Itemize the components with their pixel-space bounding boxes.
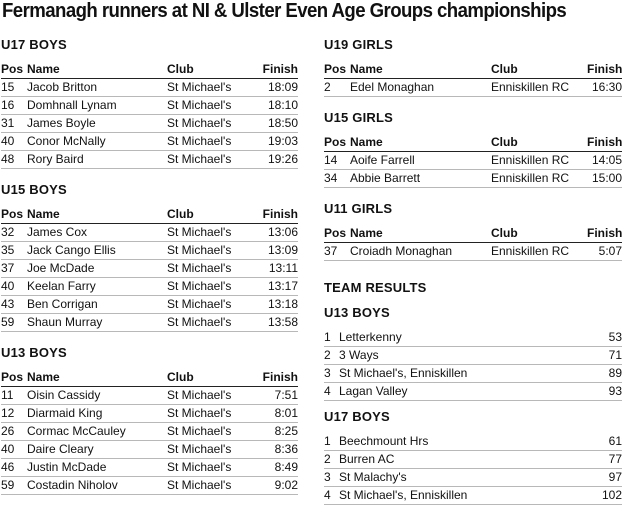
position-cell: 35 <box>1 242 27 260</box>
team-name-cell: Lagan Valley <box>339 383 584 401</box>
position-cell: 59 <box>1 477 27 495</box>
finish-cell: 8:01 <box>260 405 298 423</box>
club-cell: St Michael's <box>167 278 260 296</box>
header-row <box>1 369 298 387</box>
name-header: Name <box>350 61 491 79</box>
name-cell: Conor McNally <box>27 133 167 151</box>
position-cell: 59 <box>1 314 27 332</box>
section-gap <box>1 169 298 181</box>
pos-header: Pos <box>324 225 350 243</box>
club-header: Club <box>491 225 587 243</box>
club-cell: St Michael's <box>167 405 260 423</box>
pos-header: Pos <box>1 369 27 387</box>
club-cell: Enniskillen RC <box>491 170 587 188</box>
results-table <box>324 134 622 188</box>
position-cell: 37 <box>324 243 350 261</box>
pos-header: Pos <box>324 61 350 79</box>
team-row <box>324 383 622 401</box>
finish-header: Finish <box>587 61 622 79</box>
finish-header: Finish <box>587 134 622 152</box>
team-name-cell: 3 Ways <box>339 347 584 365</box>
right-column <box>324 36 622 505</box>
club-cell: St Michael's <box>167 79 260 97</box>
finish-cell: 18:50 <box>260 115 298 133</box>
section-spacer <box>1 199 298 206</box>
position-cell: 12 <box>1 405 27 423</box>
results-table <box>324 61 622 97</box>
finish-cell: 14:05 <box>587 152 622 170</box>
club-cell: St Michael's <box>167 477 260 495</box>
table-row <box>1 423 298 441</box>
section-spacer <box>1 362 298 369</box>
finish-header: Finish <box>260 369 298 387</box>
table-row <box>1 260 298 278</box>
team-points-cell: 61 <box>584 433 622 451</box>
section-u17-boys <box>1 36 298 169</box>
team-name-cell: St Malachy's <box>339 469 584 487</box>
results-table <box>324 225 622 261</box>
section-spacer <box>1 54 298 61</box>
finish-cell: 15:00 <box>587 170 622 188</box>
name-header: Name <box>27 369 167 387</box>
section-title: U15 GIRLS <box>324 110 393 125</box>
table-row <box>1 133 298 151</box>
team-points-cell: 89 <box>584 365 622 383</box>
club-cell: St Michael's <box>167 387 260 405</box>
position-cell: 40 <box>1 278 27 296</box>
finish-cell: 7:51 <box>260 387 298 405</box>
table-row <box>1 296 298 314</box>
position-cell: 46 <box>1 459 27 477</box>
team-table <box>324 433 622 505</box>
finish-cell: 18:10 <box>260 97 298 115</box>
section-title: U15 BOYS <box>1 182 67 197</box>
finish-cell: 8:25 <box>260 423 298 441</box>
club-cell: St Michael's <box>167 296 260 314</box>
team-points-cell: 77 <box>584 451 622 469</box>
table-row <box>324 170 622 188</box>
club-cell: St Michael's <box>167 97 260 115</box>
finish-cell: 19:26 <box>260 151 298 169</box>
club-cell: St Michael's <box>167 242 260 260</box>
finish-cell: 19:03 <box>260 133 298 151</box>
table-row <box>1 405 298 423</box>
section-title: U17 BOYS <box>1 37 67 52</box>
position-cell: 40 <box>1 133 27 151</box>
team-points-cell: 53 <box>584 329 622 347</box>
finish-cell: 5:07 <box>587 243 622 261</box>
team-points-cell: 71 <box>584 347 622 365</box>
team-row <box>324 451 622 469</box>
results-table <box>1 206 298 332</box>
section-u15-boys <box>1 181 298 332</box>
team-results-title: TEAM RESULTS <box>324 280 427 295</box>
team-points-cell: 102 <box>584 487 622 505</box>
club-cell: St Michael's <box>167 133 260 151</box>
name-header: Name <box>350 225 491 243</box>
left-column <box>1 36 298 495</box>
name-cell: Oisin Cassidy <box>27 387 167 405</box>
name-cell: Keelan Farry <box>27 278 167 296</box>
header-row <box>324 134 622 152</box>
section-spacer <box>324 54 622 61</box>
section-u15-girls <box>324 109 622 188</box>
name-cell: Abbie Barrett <box>350 170 491 188</box>
finish-cell: 13:06 <box>260 224 298 242</box>
finish-cell: 8:36 <box>260 441 298 459</box>
team-position-cell: 4 <box>324 383 339 401</box>
table-row <box>1 79 298 97</box>
name-cell: Daire Cleary <box>27 441 167 459</box>
position-cell: 16 <box>1 97 27 115</box>
table-row <box>1 224 298 242</box>
name-cell: Justin McDade <box>27 459 167 477</box>
section-gap <box>324 261 622 277</box>
team-name-cell: Letterkenny <box>339 329 584 347</box>
finish-cell: 9:02 <box>260 477 298 495</box>
team-row <box>324 347 622 365</box>
team-position-cell: 3 <box>324 469 339 487</box>
position-cell: 34 <box>324 170 350 188</box>
club-cell: St Michael's <box>167 151 260 169</box>
page-title: Fermanagh runners at NI & Ulster Even Age Groups championships <box>2 0 567 22</box>
team-position-cell: 1 <box>324 433 339 451</box>
finish-cell: 13:18 <box>260 296 298 314</box>
position-cell: 31 <box>1 115 27 133</box>
table-row <box>1 151 298 169</box>
team-name-cell: St Michael's, Enniskillen <box>339 365 584 383</box>
name-cell: Ben Corrigan <box>27 296 167 314</box>
name-cell: Jacob Britton <box>27 79 167 97</box>
pos-header: Pos <box>1 61 27 79</box>
name-cell: Cormac McCauley <box>27 423 167 441</box>
position-cell: 15 <box>1 79 27 97</box>
finish-header: Finish <box>260 206 298 224</box>
table-row <box>1 314 298 332</box>
table-row <box>1 278 298 296</box>
team-position-cell: 2 <box>324 451 339 469</box>
team-name-cell: Beechmount Hrs <box>339 433 584 451</box>
team-position-cell: 4 <box>324 487 339 505</box>
club-header: Club <box>491 134 587 152</box>
position-cell: 32 <box>1 224 27 242</box>
team-position-cell: 1 <box>324 329 339 347</box>
club-cell: St Michael's <box>167 459 260 477</box>
club-header: Club <box>167 369 260 387</box>
club-cell: Enniskillen RC <box>491 152 587 170</box>
results-table <box>1 61 298 169</box>
name-header: Name <box>27 61 167 79</box>
club-cell: St Michael's <box>167 115 260 133</box>
team-position-cell: 2 <box>324 347 339 365</box>
name-cell: Edel Monaghan <box>350 79 491 97</box>
club-header: Club <box>491 61 587 79</box>
results-table <box>1 369 298 495</box>
table-row <box>1 242 298 260</box>
position-cell: 14 <box>324 152 350 170</box>
table-row <box>1 459 298 477</box>
finish-cell: 8:49 <box>260 459 298 477</box>
team-row <box>324 433 622 451</box>
club-cell: St Michael's <box>167 260 260 278</box>
finish-header: Finish <box>587 225 622 243</box>
table-row <box>1 477 298 495</box>
club-cell: St Michael's <box>167 314 260 332</box>
section-title: U19 GIRLS <box>324 37 393 52</box>
finish-cell: 13:58 <box>260 314 298 332</box>
finish-cell: 16:30 <box>587 79 622 97</box>
team-group-title: U17 BOYS <box>324 409 390 424</box>
section-u11-girls <box>324 200 622 261</box>
section-gap <box>324 401 622 408</box>
club-header: Club <box>167 61 260 79</box>
section-title: U13 BOYS <box>1 345 67 360</box>
position-cell: 11 <box>1 387 27 405</box>
header-row <box>1 206 298 224</box>
team-points-cell: 93 <box>584 383 622 401</box>
club-cell: Enniskillen RC <box>491 79 587 97</box>
name-cell: James Boyle <box>27 115 167 133</box>
section-u13-boys <box>1 344 298 495</box>
header-row <box>1 61 298 79</box>
team-points-cell: 97 <box>584 469 622 487</box>
section-spacer <box>324 127 622 134</box>
table-row <box>1 441 298 459</box>
team-row <box>324 487 622 505</box>
name-cell: Aoife Farrell <box>350 152 491 170</box>
team-group-title: U13 BOYS <box>324 305 390 320</box>
club-cell: St Michael's <box>167 224 260 242</box>
table-row <box>1 97 298 115</box>
finish-cell: 18:09 <box>260 79 298 97</box>
table-row <box>324 243 622 261</box>
club-header: Club <box>167 206 260 224</box>
position-cell: 40 <box>1 441 27 459</box>
club-cell: Enniskillen RC <box>491 243 587 261</box>
position-cell: 48 <box>1 151 27 169</box>
name-cell: Costadin Niholov <box>27 477 167 495</box>
position-cell: 26 <box>1 423 27 441</box>
team-name-cell: Burren AC <box>339 451 584 469</box>
name-cell: Shaun Murray <box>27 314 167 332</box>
table-row <box>1 115 298 133</box>
team-name-cell: St Michael's, Enniskillen <box>339 487 584 505</box>
name-cell: Croiadh Monaghan <box>350 243 491 261</box>
section-gap <box>1 332 298 344</box>
table-row <box>1 387 298 405</box>
position-cell: 37 <box>1 260 27 278</box>
header-row <box>324 225 622 243</box>
pos-header: Pos <box>1 206 27 224</box>
finish-cell: 13:09 <box>260 242 298 260</box>
team-position-cell: 3 <box>324 365 339 383</box>
name-cell: James Cox <box>27 224 167 242</box>
club-cell: St Michael's <box>167 441 260 459</box>
section-gap <box>324 97 622 109</box>
section-spacer <box>324 322 622 329</box>
position-cell: 43 <box>1 296 27 314</box>
section-spacer <box>324 426 622 433</box>
club-cell: St Michael's <box>167 423 260 441</box>
name-cell: Joe McDade <box>27 260 167 278</box>
finish-cell: 13:17 <box>260 278 298 296</box>
section-u19-girls <box>324 36 622 97</box>
team-row <box>324 365 622 383</box>
name-header: Name <box>27 206 167 224</box>
section-title: U11 GIRLS <box>324 201 393 216</box>
table-row <box>324 79 622 97</box>
team-row <box>324 329 622 347</box>
name-cell: Domhnall Lynam <box>27 97 167 115</box>
team-row <box>324 469 622 487</box>
team-table <box>324 329 622 401</box>
header-row <box>324 61 622 79</box>
pos-header: Pos <box>324 134 350 152</box>
team-results <box>324 261 622 505</box>
name-cell: Diarmaid King <box>27 405 167 423</box>
section-gap <box>324 188 622 200</box>
position-cell: 2 <box>324 79 350 97</box>
finish-header: Finish <box>260 61 298 79</box>
finish-cell: 13:11 <box>260 260 298 278</box>
name-header: Name <box>350 134 491 152</box>
name-cell: Rory Baird <box>27 151 167 169</box>
section-spacer <box>324 218 622 225</box>
table-row <box>324 152 622 170</box>
name-cell: Jack Cango Ellis <box>27 242 167 260</box>
section-gap <box>324 297 622 304</box>
